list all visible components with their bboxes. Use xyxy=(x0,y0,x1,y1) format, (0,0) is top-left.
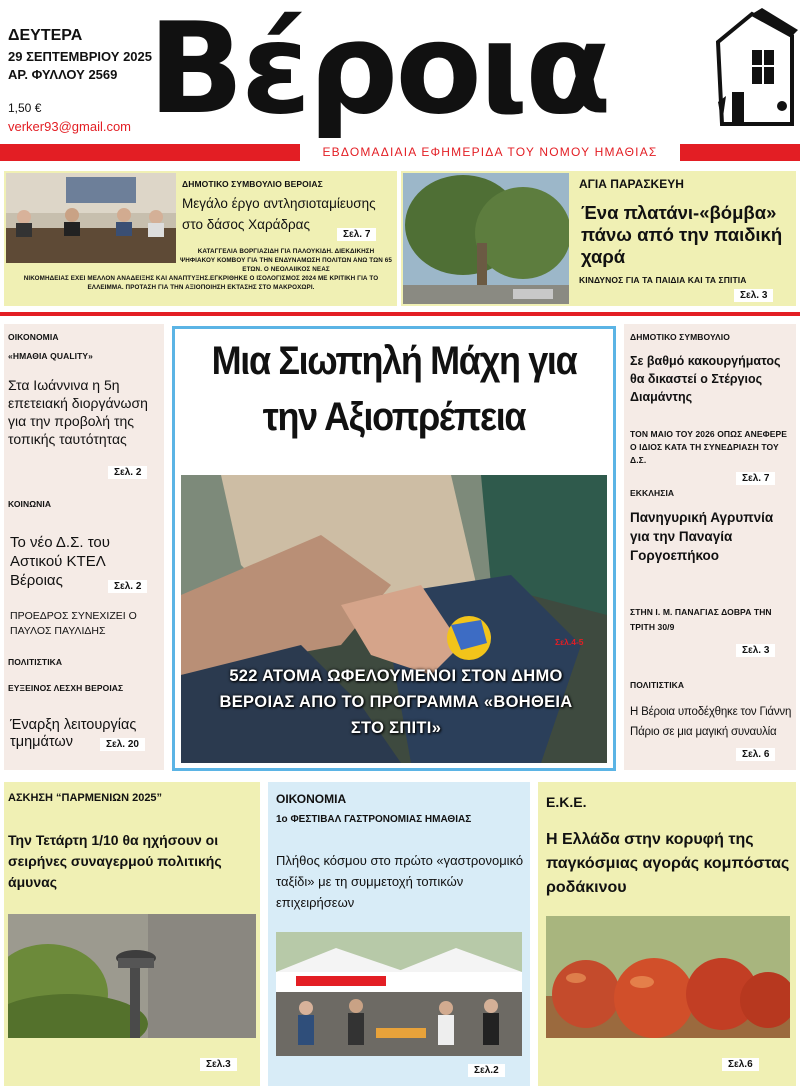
top-left-story[interactable] xyxy=(4,171,397,306)
left-s3-kicker: ΠΟΛΙΤΙΣΤΙΚΑ xyxy=(8,657,63,667)
bottom-middle-story[interactable] xyxy=(268,782,530,1086)
right-s3-kicker: ΠΟΛΙΤΙΣΤΙΚΑ xyxy=(630,680,685,690)
top-right-kicker: ΑΓΙΑ ΠΑΡΑΣΚΕΥΗ xyxy=(579,177,684,191)
right-s2-kicker: ΕΚΚΛΗΣΙΑ xyxy=(630,488,675,498)
section-divider xyxy=(0,312,800,316)
bottom-right-story[interactable] xyxy=(538,782,796,1086)
bottom-middle-kicker: ΟΙΚΟΝΟΜΙΑ xyxy=(276,792,347,806)
right-s2-page-ref[interactable]: Σελ. 3 xyxy=(736,644,775,657)
left-s3-sub: ΕΥΞΕΙΝΟΣ ΛΕΣΧΗ ΒΕΡΟΙΑΣ xyxy=(8,683,124,693)
top-left-page-ref[interactable]: Σελ. 7 xyxy=(337,228,376,241)
left-column xyxy=(4,324,164,770)
newspaper-logo-title: Βέροια xyxy=(148,0,609,142)
main-page-ref[interactable]: Σελ.4-5 xyxy=(555,637,584,647)
right-s1-summary: ΤΟΝ ΜΑΙΟ ΤΟΥ 2026 ΟΠΩΣ ΑΝΕΦΕΡΕ Ο ΙΔΙΟΣ ΚΑΤΑ ΤΗ ΣΥΝΕΔΡΙΑΣΗ ΤΟΥ Δ.Σ. xyxy=(630,429,788,465)
right-s2-summary: ΣΤΗΝ Ι. Μ. ΠΑΝΑΓΙΑΣ ΔΟΒΡΑ ΤΗΝ ΤΡΙΤΗ 30/9 xyxy=(630,607,772,632)
bottom-left-kicker: ΑΣΚΗΣΗ “ΠΑΡΜΕΝΙΩΝ 2025” xyxy=(8,792,163,804)
bottom-right-headline[interactable]: Η Ελλάδα στην κορυφή της παγκόσμιας αγοράς κομπόστας ροδάκινου xyxy=(546,831,790,896)
left-s2-page-ref[interactable]: Σελ. 2 xyxy=(108,580,147,593)
siren-photo xyxy=(8,914,256,1038)
left-s2-headline[interactable]: Το νέο Δ.Σ. του Αστικού ΚΤΕΛ Βέροιας xyxy=(10,534,110,589)
right-s3-page-ref[interactable]: Σελ. 6 xyxy=(736,748,775,761)
top-right-story[interactable] xyxy=(401,171,796,306)
bottom-right-kicker: Ε.Κ.Ε. xyxy=(546,794,587,810)
bottom-middle-headline[interactable]: Πλήθος κόσμου στο πρώτο «γαστρονομικό ταξίδι» με τη συμμετοχή τοπικών επιχειρήσεων xyxy=(276,853,524,910)
right-s3-headline[interactable]: Η Βέροια υποδέχθηκε τον Γιάννη Πάριο σε μια μαγική συναυλία xyxy=(630,706,792,738)
issue-day: ΔΕΥΤΕΡΑ xyxy=(8,27,83,44)
festival-photo xyxy=(276,932,522,1056)
left-s1-sub: «ΗΜΑΘΙΑ QUALITY» xyxy=(8,351,93,361)
left-s3-headline[interactable]: Έναρξη λειτουργίας τμημάτων xyxy=(10,717,137,750)
left-s2-summary: ΠΡΟΕΔΡΟΣ ΣΥΝΕΧΙΖΕΙ Ο ΠΑΥΛΟΣ ΠΑΥΛΙΔΗΣ xyxy=(10,610,137,637)
top-right-page-ref[interactable]: Σελ. 3 xyxy=(734,289,773,302)
house-logo-icon xyxy=(712,6,798,128)
left-s1-page-ref[interactable]: Σελ. 2 xyxy=(108,466,147,479)
left-s1-kicker: ΟΙΚΟΝΟΜΙΑ xyxy=(8,332,59,342)
issue-date: 29 ΣΕΠΤΕΜΒΡΙΟΥ 2025 xyxy=(8,49,152,64)
peaches-photo xyxy=(546,916,790,1038)
top-left-kicker: ΔΗΜΟΤΙΚΟ ΣΥΜΒΟΥΛΙΟ ΒΕΡΟΙΑΣ xyxy=(182,179,323,189)
plane-tree-photo xyxy=(403,173,569,304)
right-s1-headline[interactable]: Σε βαθμό κακουργήματος θα δικαστεί ο Στέργιος Διαμάντης xyxy=(630,354,781,404)
bottom-left-headline[interactable]: Την Τετάρτη 1/10 θα ηχήσουν οι σειρήνες συναγερμού πολιτικής άμυνας xyxy=(8,832,222,890)
contact-email[interactable]: verker93@gmail.com xyxy=(8,119,132,134)
top-right-headline[interactable]: Ένα πλατάνι-«βόμβα» πάνω από την παιδική χαρά xyxy=(581,202,783,267)
bottom-left-page-ref[interactable]: Σελ.3 xyxy=(200,1058,237,1071)
right-s1-kicker: ΔΗΜΟΤΙΚΟ ΣΥΜΒΟΥΛΙΟ xyxy=(630,332,730,342)
right-column xyxy=(624,324,796,770)
top-left-summary-1: ΚΑΤΑΓΓΕΛΙΑ ΒΟΡΓΙΑΖΙΔΗ ΓΙΑ ΠΑΛΟΥΚΙΔΗ. ΔΙΕΚΔΙΚΗΣΗ ΨΗΦΙΑΚΟΥ ΚΟΜΒΟΥ ΓΙΑ ΤΗΝ ΕΝΔΥΝΑΜΩΣΗ ΠΟΛΙΤΩΝ ΑΝΩ ΤΩΝ 65 ΕΤΩΝ. Ο ΝΕΟΛΑΙΙΚΟΣ ΝΕΑΣ xyxy=(180,248,392,273)
right-s2-headline[interactable]: Πανηγυρική Αγρυπνία για την Παναγία Γοργοεπήκοο xyxy=(630,510,774,563)
top-left-summary-2: ΝΙΚΟΜΗΔΕΙΑΣ ΕΧΕΙ ΜΕΛΛΟΝ ΑΝΑΔΕΙΞΗΣ ΚΑΙ ΑΝΑΠΤΥΞΗΣ.ΕΓΚΡΙΘΗΚΕ Ο ΙΣΟΛΟΓΙΣΜΟΣ 2024 ΜΕ ΚΡΙΤΙΚΗ ΓΙΑ ΤΟ ΕΛΛΕΙΜΜΑ. ΠΡΟΤΑΣΗ ΓΙΑ ΤΗΝ ΑΞΙΟΠΟΙΗΣΗ ΕΚΤΑΣΗΣ ΣΤΟ ΜΑΚΡΟΧΩΡΙ. xyxy=(23,275,379,291)
left-s2-kicker: ΚΟΙΝΩΝΙΑ xyxy=(8,499,52,509)
bottom-right-page-ref[interactable]: Σελ.6 xyxy=(722,1058,759,1071)
council-meeting-photo xyxy=(6,173,176,263)
main-story[interactable] xyxy=(172,326,616,771)
top-right-summary: ΚΙΝΔΥΝΟΣ ΓΙΑ ΤΑ ΠΑΙΔΙΑ ΚΑΙ ΤΑ ΣΠΙΤΙΑ xyxy=(579,275,747,285)
main-caption: 522 ΑΤΟΜΑ ΩΦΕΛΟΥΜΕΝΟΙ ΣΤΟΝ ΔΗΜΟ ΒΕΡΟΙΑΣ ΑΠΟ ΤΟ ΠΡΟΓΡΑΜΜΑ «ΒΟΗΘΕΙΑ ΣΤΟ ΣΠΙΤΙ» xyxy=(219,667,573,737)
masthead-subtitle: ΕΒΔΟΜΑΔΙΑΙΑ ΕΦΗΜΕΡΙΔΑ ΤΟΥ ΝΟΜΟΥ ΗΜΑΘΙΑΣ xyxy=(322,145,658,159)
left-s3-page-ref[interactable]: Σελ. 20 xyxy=(100,738,145,751)
main-headline[interactable]: Μια Σιωπηλή Μάχη για την Αξιοπρέπεια xyxy=(211,339,577,439)
issue-number: ΑΡ. ΦΥΛΛΟΥ 2569 xyxy=(8,67,118,82)
bottom-middle-sub: 1ο ΦΕΣΤΙΒΑΛ ΓΑΣΤΡΟΝΟΜΙΑΣ ΗΜΑΘΙΑΣ xyxy=(276,814,472,825)
issue-price: 1,50 € xyxy=(8,101,42,115)
right-s1-page-ref[interactable]: Σελ. 7 xyxy=(736,472,775,485)
bottom-middle-page-ref[interactable]: Σελ.2 xyxy=(468,1064,505,1077)
left-s1-headline[interactable]: Στα Ιωάννινα η 5η επετειακή διοργάνωση για την προβολή της τοπικής ταυτότητας xyxy=(8,377,148,447)
bottom-left-story[interactable] xyxy=(4,782,260,1086)
top-left-headline[interactable]: Μεγάλο έργο αντλησιοταμίευσης στο δάσος Χαράδρας xyxy=(182,196,376,232)
